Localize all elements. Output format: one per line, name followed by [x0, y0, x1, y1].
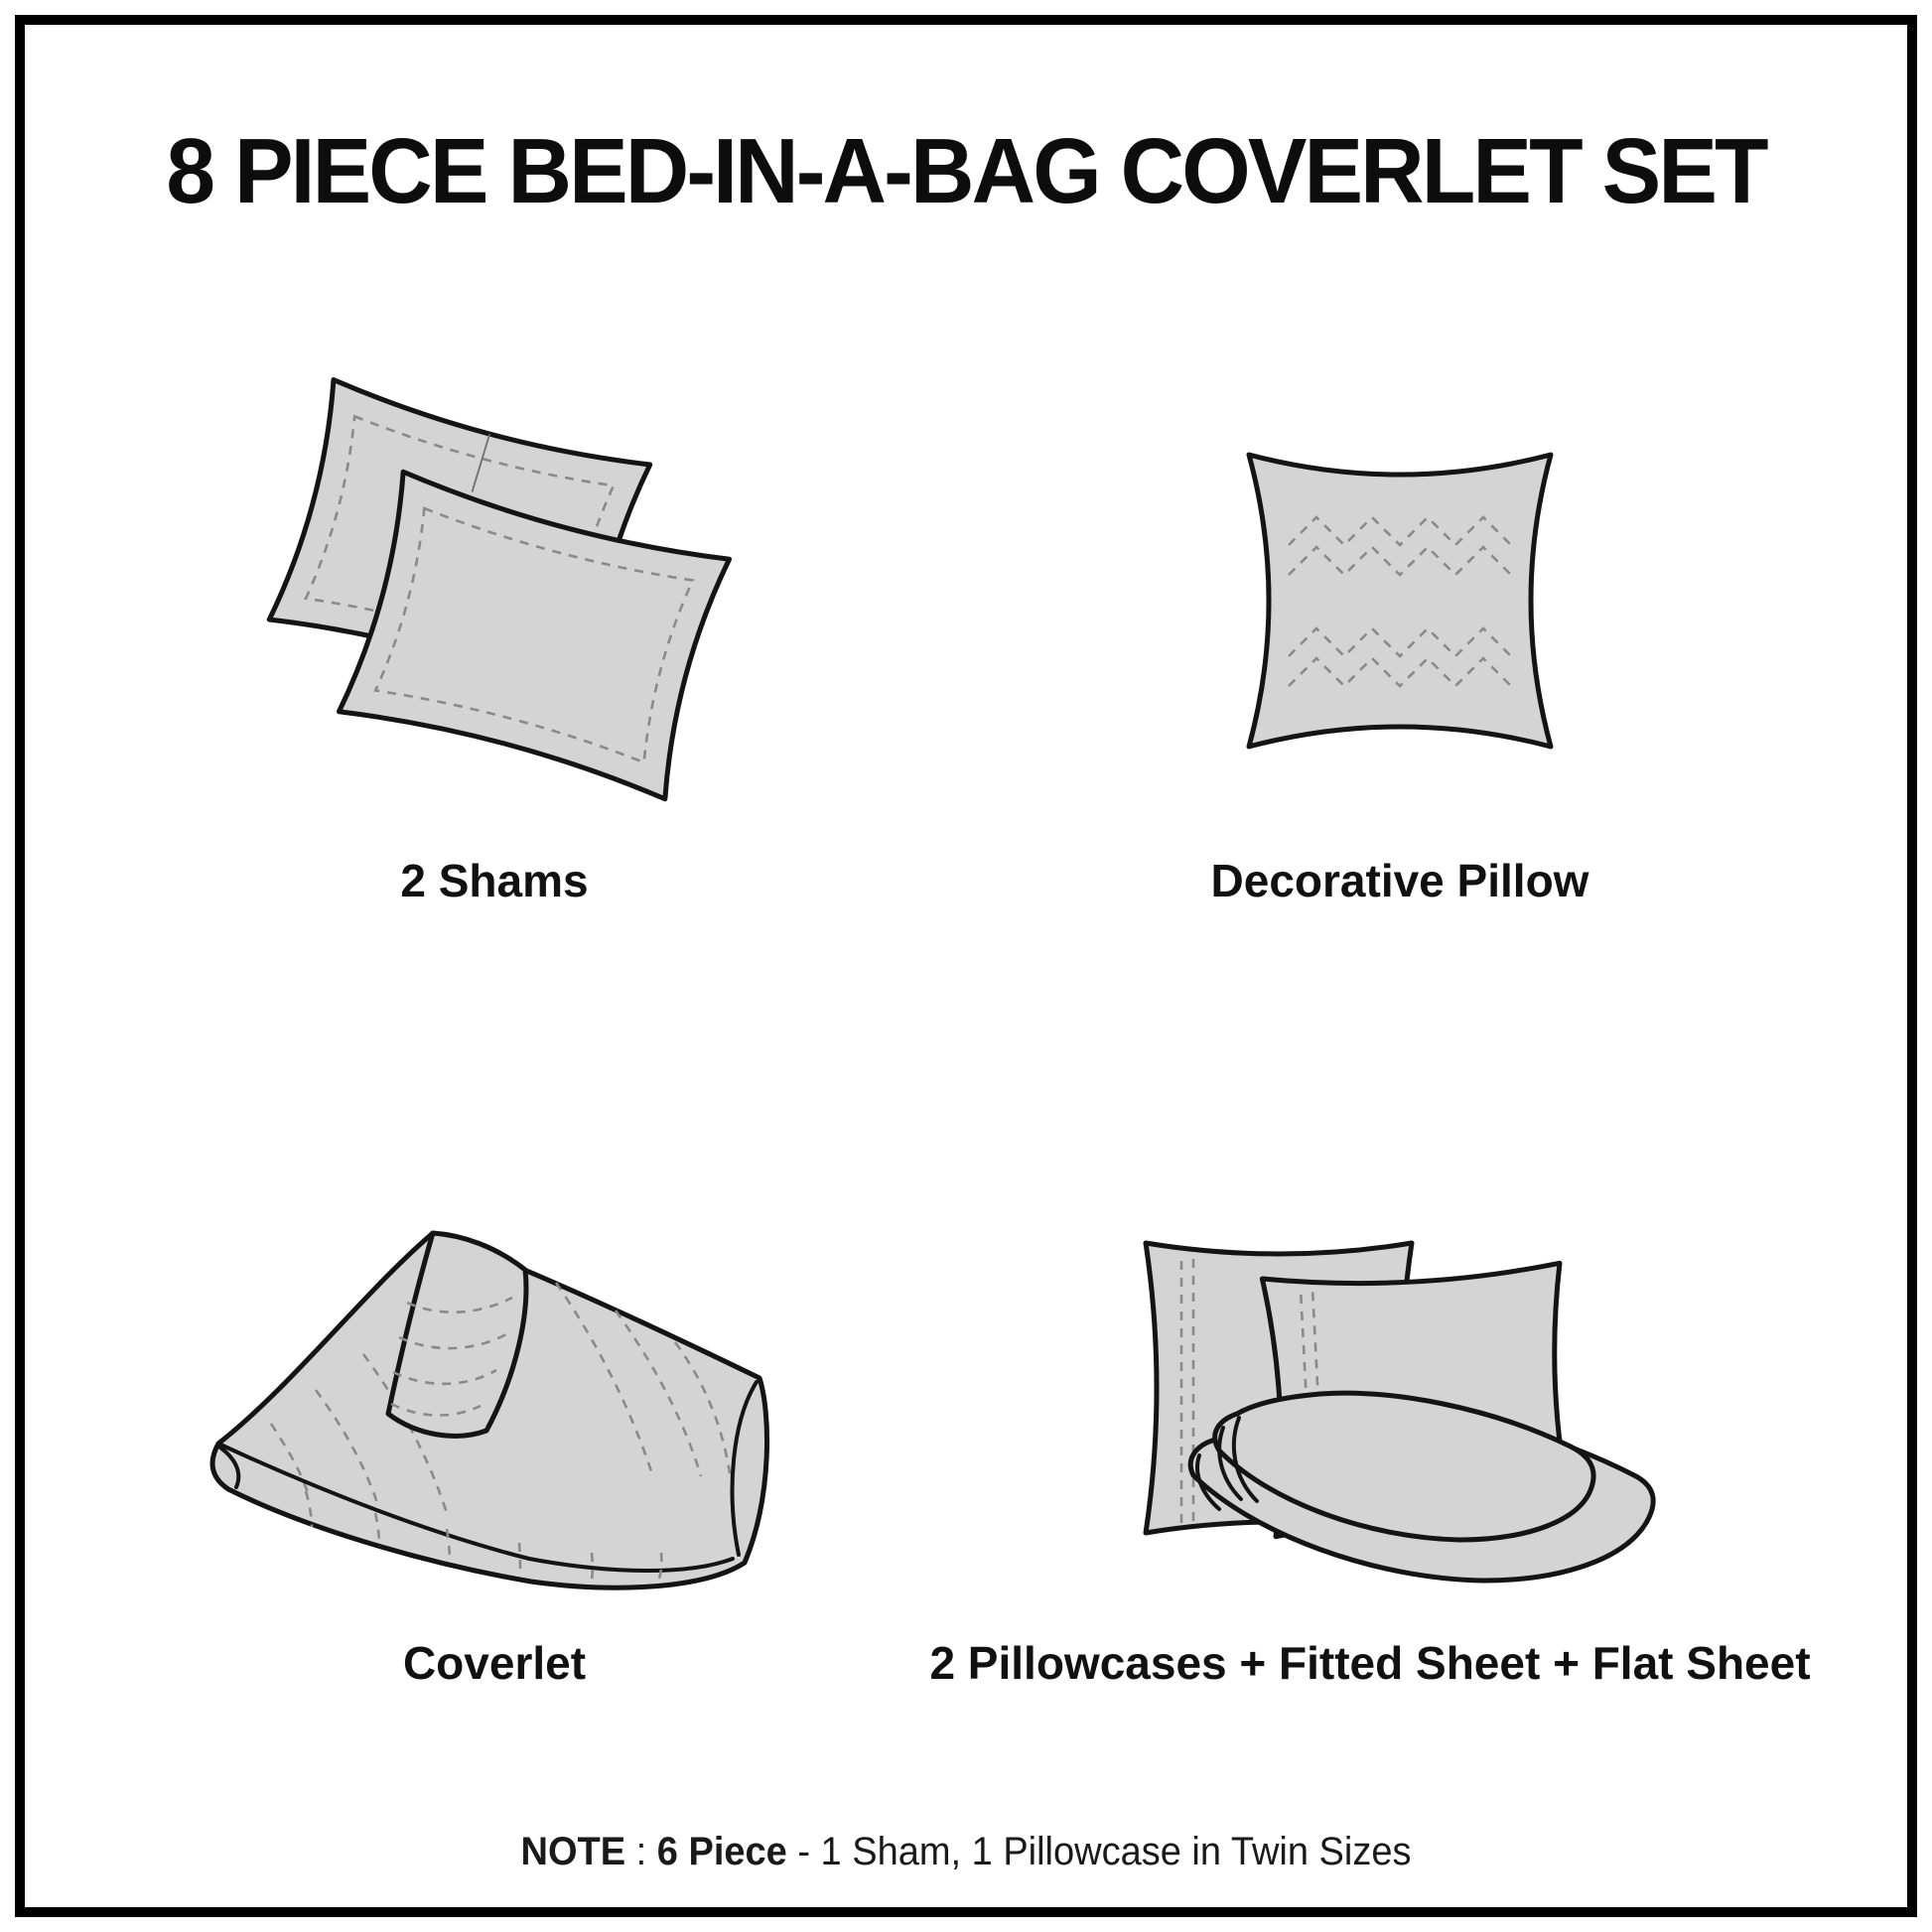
item-label-decorative-pillow: Decorative Pillow — [1210, 855, 1589, 906]
coverlet-illustration — [187, 1164, 806, 1596]
border-frame — [15, 15, 1917, 1917]
note-separator: : — [625, 1830, 657, 1873]
note — [49, 1830, 1884, 1874]
item-label-shams: 2 Shams — [400, 855, 589, 906]
front-sham — [339, 472, 729, 798]
note-prefix: NOTE — [520, 1830, 626, 1873]
pillowcases-sheets-illustration — [1120, 1189, 1680, 1590]
note-piece-count: 6 Piece — [656, 1830, 787, 1873]
item-label-sheets: 2 Pillowcases + Fitted Sheet + Flat Sheet — [929, 1637, 1811, 1689]
note-rest: - 1 Sham, 1 Pillowcase in Twin Sizes — [786, 1830, 1412, 1873]
item-label-coverlet: Coverlet — [402, 1637, 587, 1689]
two-shams-illustration — [226, 375, 743, 822]
decorative-pillow-illustration — [1239, 445, 1561, 757]
page-title: 8 PIECE BED-IN-A-BAG COVERLET SET — [166, 119, 1766, 222]
